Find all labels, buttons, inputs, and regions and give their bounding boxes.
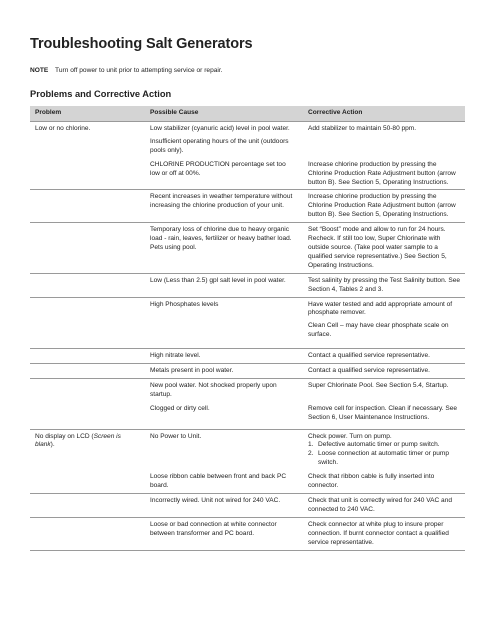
cause-extra-text: Insufficient operating hours of the unit (outdoors pools only). [150, 137, 289, 154]
action-cell: Increase chlorine production by pressing the Chlorine Production Rate Adjustment button (arrow button B). See Section 5, Operating Instructions. [308, 160, 456, 186]
header-corrective-action: Corrective Action [303, 106, 465, 122]
table-row [30, 122, 465, 158]
page-title: Troubleshooting Salt Generators [30, 36, 253, 52]
problem-cell [30, 494, 145, 518]
problem-cell [30, 364, 145, 379]
table-row [30, 158, 465, 190]
action-cell: Test salinity by pressing the Test Salinity button. See Section 4, Tables 2 and 3. [308, 276, 460, 293]
action-cell: Contact a qualified service representative. [308, 367, 430, 375]
step-number: 1. [308, 441, 314, 449]
action-cell: Contact a qualified service representative. [308, 352, 430, 360]
action-cell: Check connector at white plug to insure proper connection. If burnt connector contact a qualified service representative. [308, 520, 449, 546]
action-cell: Remove cell for inspection. Clean if necessary. See Section 6, User Maintenance Instructions. [308, 404, 458, 421]
table-row [30, 517, 465, 550]
section-title: Problems and Corrective Action [30, 89, 172, 99]
problem-cell [30, 297, 145, 349]
action-cell: Set “Boost” mode and allow to run for 24 hours. Recheck. If still too low, Super Chlorinate with outside source. (Take pool water sample to a qualified service representative.) See Section 5, Operating Instructions. [308, 226, 447, 269]
problem-cell [30, 517, 145, 550]
list-item [308, 441, 462, 450]
cause-cell: New pool water. Not shocked properly upon startup. [150, 381, 277, 398]
problem-cell [30, 402, 145, 429]
action-text: Have water tested and add appropriate amount of phosphate remover. [308, 300, 453, 317]
action-cell: Check that ribbon cable is fully inserted into connector. [308, 473, 435, 490]
problem-cell [30, 158, 145, 190]
problem-cell [30, 223, 145, 274]
action-cell: Check that unit is correctly wired for 240 VAC and connected to 240 VAC. [308, 497, 452, 513]
problem-cell [30, 273, 145, 297]
cause-cell: CHLORINE PRODUCTION percentage set too low or off at 00%. [150, 160, 286, 177]
action-cell: Increase chlorine production by pressing the Chlorine Production Rate Adjustment button (arrow button B). See Section 5, Operating Instructions. [308, 193, 456, 219]
problem-text: No display on LCD ( [35, 432, 94, 440]
table-row [30, 273, 465, 297]
table-row [30, 494, 465, 518]
cause-cell: Low (Less than 2.5) gpl salt level in pool water. [150, 276, 286, 284]
table-row [30, 223, 465, 274]
table-row [30, 429, 465, 470]
service-note [30, 67, 223, 74]
action-cell: Add stabilizer to maintain 50-80 ppm. [308, 125, 417, 132]
problem-cell [30, 470, 145, 493]
table-row [30, 364, 465, 379]
cause-cell: Metals present in pool water. [150, 367, 234, 375]
cause-cell: Incorrectly wired. Unit not wired for 240 VAC. [150, 497, 281, 504]
step-text: Loose connection at automatic timer or pump switch. [318, 450, 450, 467]
note-label: NOTE [30, 67, 49, 74]
action-steps [308, 441, 462, 468]
table-header-row [30, 106, 465, 122]
cause-cell: No Power to Unit. [150, 432, 202, 440]
cause-cell: High Phosphates levels [150, 300, 219, 308]
cause-cell: Loose ribbon cable between front and back PC board. [150, 473, 287, 490]
table-row [30, 190, 465, 223]
cause-cell: Clogged or dirty cell. [150, 404, 210, 412]
problem-cell [30, 378, 145, 401]
problem-cell [30, 429, 145, 470]
cause-cell: Recent increases in weather temperature without increasing the chlorine production of your unit. [150, 193, 293, 210]
table-row [30, 402, 465, 429]
cause-text: Low stabilizer (cyanuric acid) level in pool water. [150, 125, 290, 132]
list-item [308, 450, 462, 468]
troubleshooting-table [30, 106, 465, 551]
problem-cell [30, 190, 145, 223]
cause-cell: High nitrate level. [150, 352, 201, 360]
problem-tail-text: ). [50, 441, 55, 449]
table-row [30, 470, 465, 493]
note-text: Turn off power to unit prior to attempting service or repair. [55, 67, 223, 74]
cause-cell: Loose or bad connection at white connector between transformer and PC board. [150, 520, 277, 537]
table-row [30, 297, 465, 349]
action-cell [303, 297, 465, 349]
header-possible-cause: Possible Cause [145, 106, 303, 122]
step-number: 2. [308, 450, 314, 458]
action-cell [303, 429, 465, 470]
problem-italic-text: Screen is blank [35, 432, 121, 449]
table-row [30, 349, 465, 364]
problem-cell [30, 349, 145, 364]
cause-cell: Temporary loss of chlorine due to heavy organic load - rain, leaves, fertilizer or heavy bather load. Pets using pool. [150, 226, 292, 251]
action-cell: Super Chlorinate Pool. See Section 5.4, Startup. [308, 381, 449, 389]
table-row [30, 378, 465, 401]
action-extra-text: Clean Cell – may have clear phosphate scale on surface. [308, 322, 449, 339]
cause-cell [145, 122, 303, 158]
problem-cell: Low or no chlorine. [35, 125, 91, 132]
action-text: Check power. Turn on pump. [308, 432, 392, 440]
header-problem: Problem [30, 106, 145, 122]
step-text: Defective automatic timer or pump switch. [318, 441, 440, 449]
